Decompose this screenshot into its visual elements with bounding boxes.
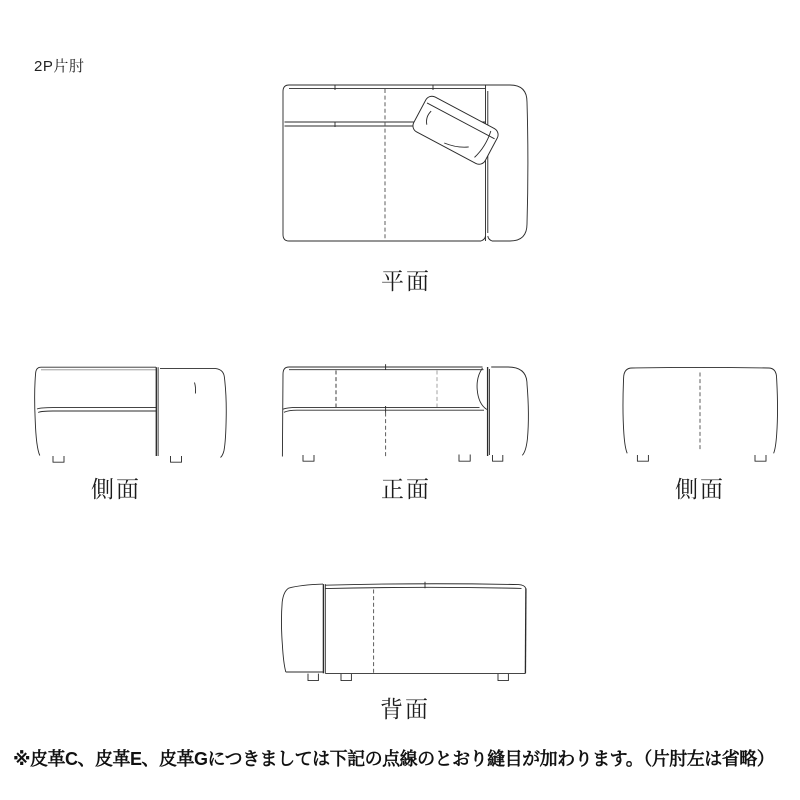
plan-back-cushion	[410, 94, 500, 167]
back-sofa-body	[325, 582, 526, 674]
side-view-left-drawing	[31, 365, 201, 465]
front-sofa-body	[282, 364, 489, 458]
back-foot	[498, 674, 508, 681]
back-foot	[341, 674, 351, 681]
back-view	[279, 581, 531, 683]
leather-seam-note: ※皮革C、皮革E、皮革Gにつきましては下記の点線のとおり縫目が加わります。（片肘左は省略）	[13, 749, 775, 769]
back-view-drawing	[279, 581, 531, 683]
side-right-body	[623, 367, 778, 453]
side-view-left-label: 側面	[91, 476, 141, 502]
side-left-armrest	[160, 368, 226, 457]
diagram-title: 2P片肘	[34, 58, 85, 75]
front-armrest	[491, 367, 528, 455]
front-view	[281, 363, 531, 465]
side-view-right-label: 側面	[675, 476, 725, 502]
back-view-label: 背面	[380, 696, 430, 722]
side-right-foot	[637, 455, 648, 461]
side-view-left	[31, 365, 201, 465]
back-armrest	[281, 584, 325, 673]
plan-view	[281, 83, 531, 244]
front-view-label: 正面	[381, 476, 431, 502]
side-left-foot	[53, 456, 64, 462]
side-right-foot	[755, 455, 766, 461]
plan-armrest	[481, 85, 528, 241]
side-left-foot	[171, 456, 182, 462]
plan-view-drawing	[281, 83, 531, 244]
side-view-right-drawing	[619, 365, 781, 465]
side-left-backrest	[35, 367, 158, 456]
front-foot	[459, 455, 470, 462]
front-foot	[493, 455, 503, 461]
plan-sofa-body	[283, 85, 527, 242]
plan-view-label: 平面	[381, 268, 431, 294]
side-view-right	[619, 365, 781, 465]
back-foot	[308, 674, 318, 681]
front-view-drawing	[281, 363, 531, 465]
front-foot	[303, 455, 314, 461]
